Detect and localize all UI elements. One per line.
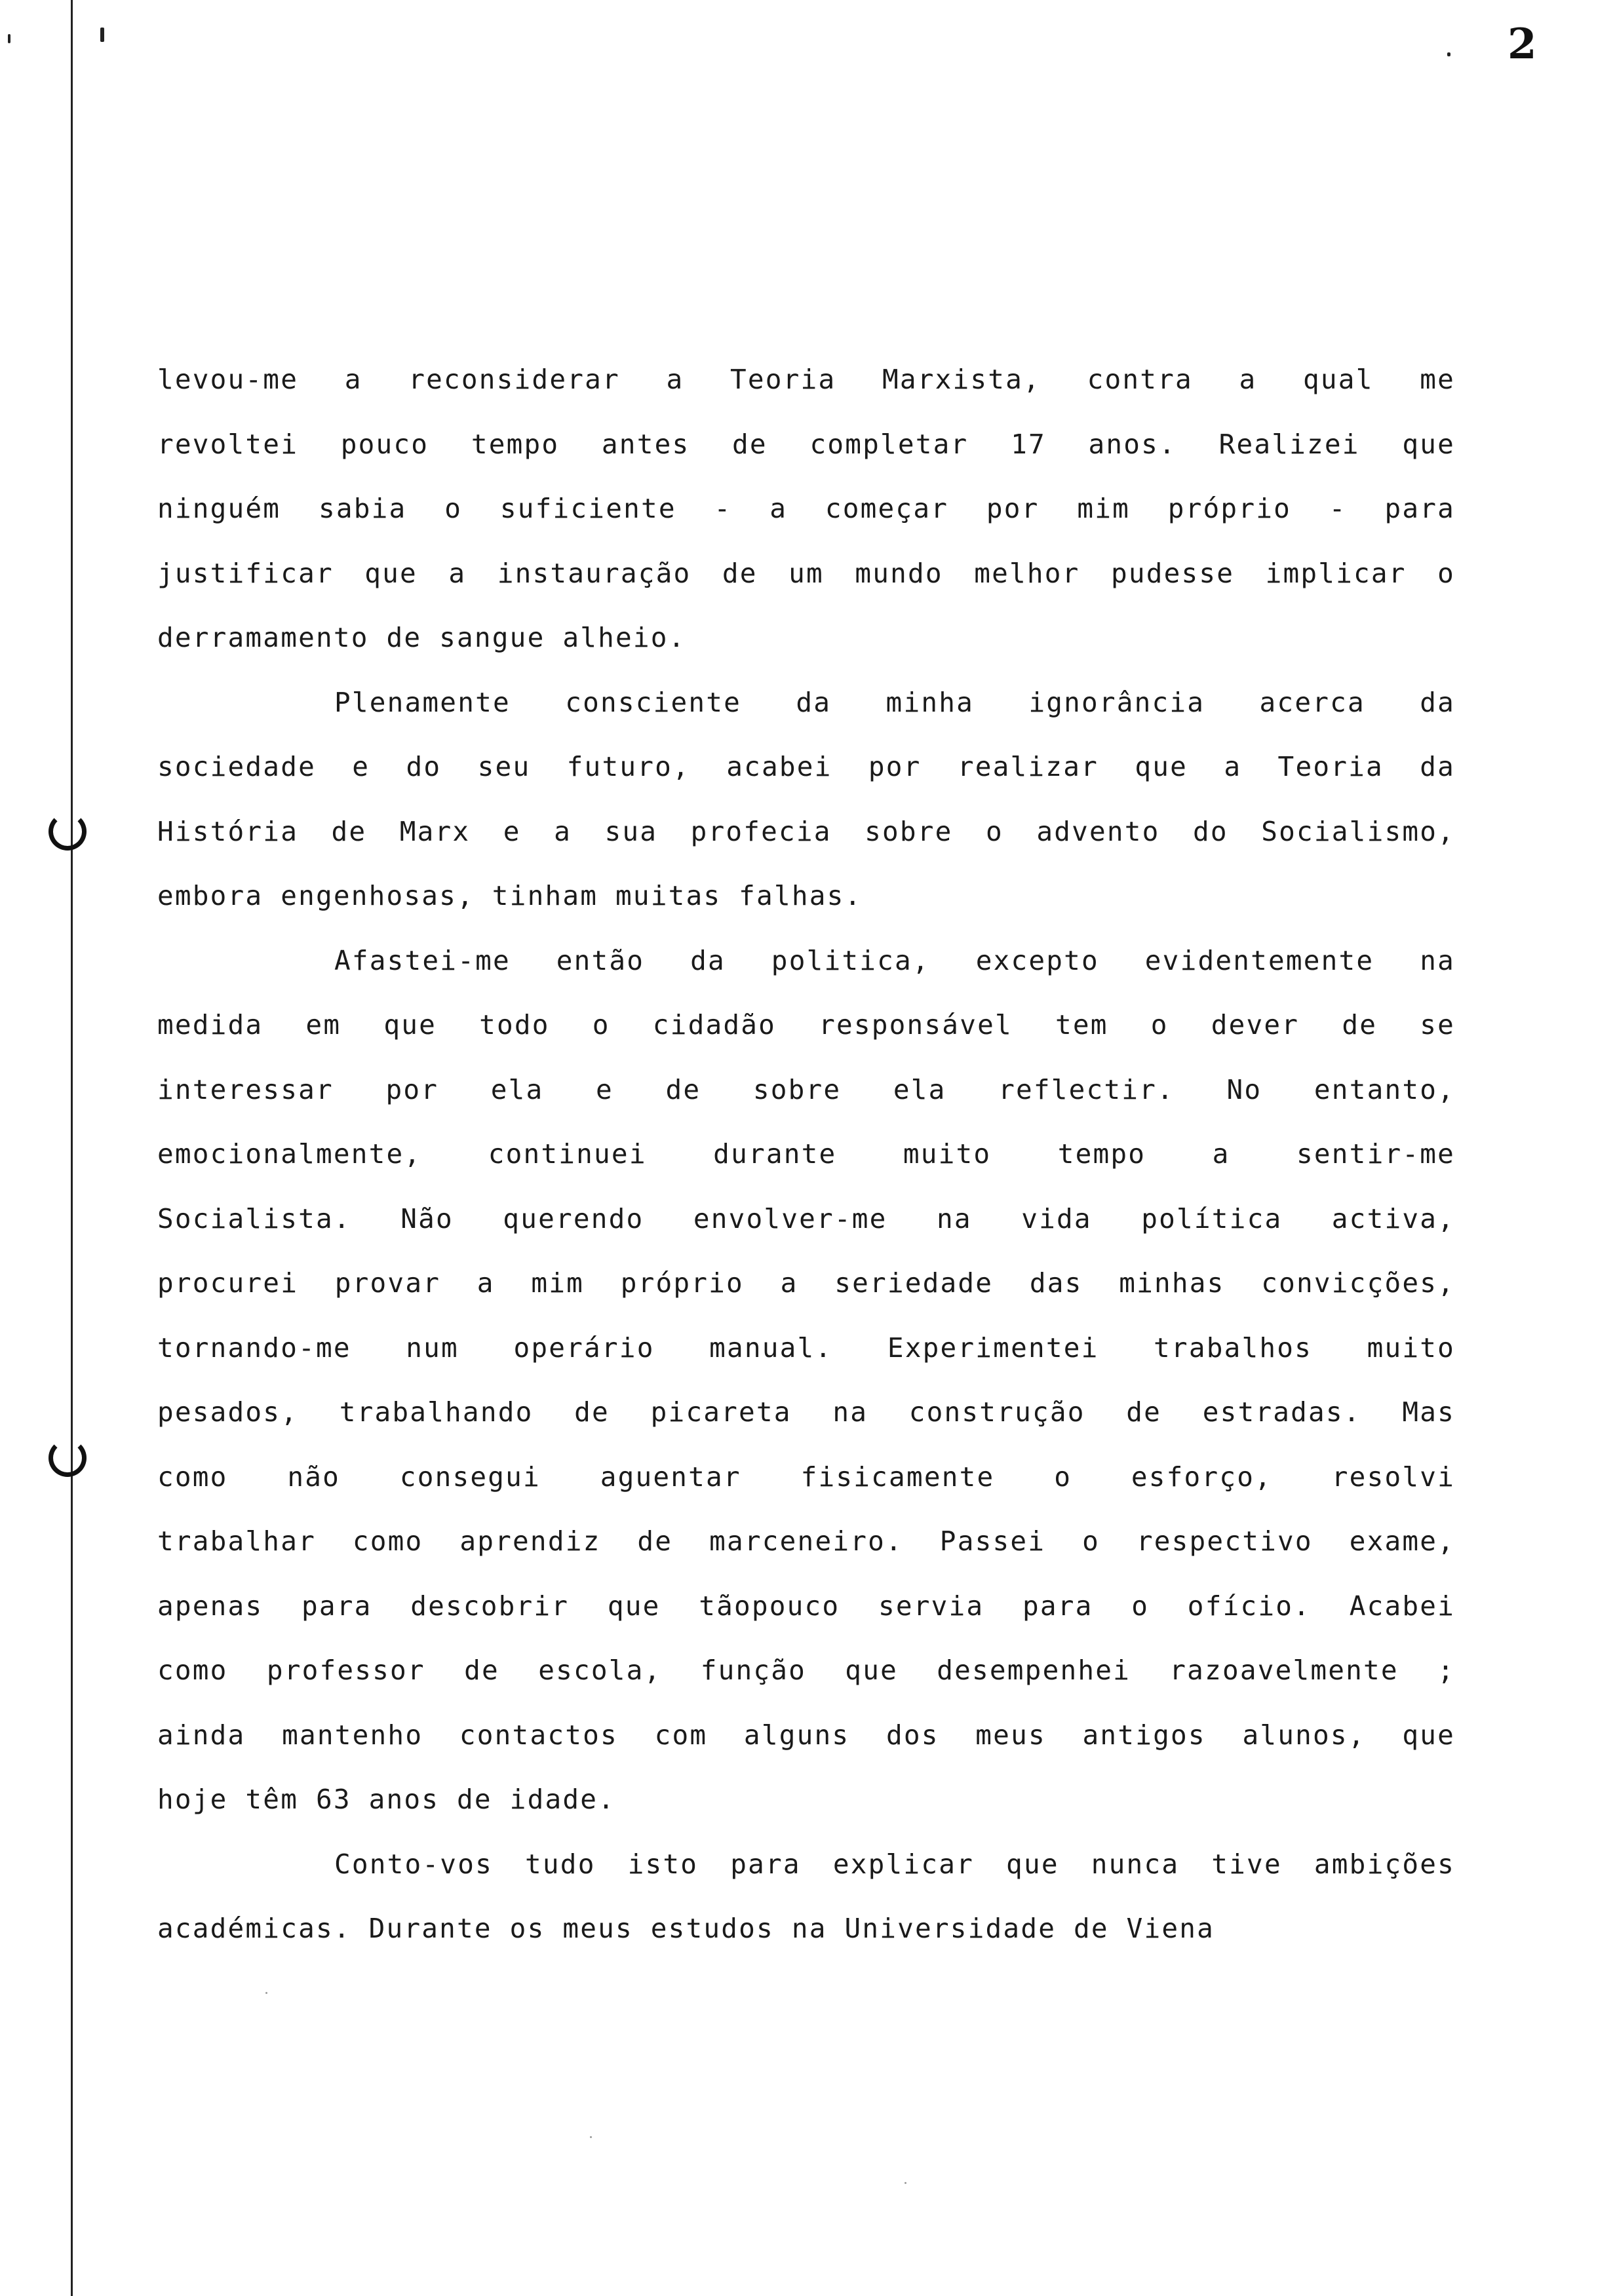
text-line: ainda mantenho contactos com alguns dos meus antigos alunos, que (157, 1719, 1455, 1751)
text-line: Plenamente consciente da minha ignorância acerca da (334, 686, 1455, 718)
text-line: Conto-vos tudo isto para explicar que nunca tive ambições (334, 1848, 1455, 1880)
text-line: hoje têm 63 anos de idade. (157, 1784, 615, 1815)
text-line: interessar por ela e de sobre ela reflectir. No entanto, (157, 1073, 1455, 1105)
text-line: como não consegui aguentar fisicamente o esforço, resolvi (157, 1461, 1455, 1493)
text-line: pesados, trabalhando de picareta na construção de estradas. Mas (157, 1396, 1455, 1428)
paragraph (157, 347, 1455, 670)
text-line: Socialista. Não querendo envolver-me na vida política activa, (157, 1202, 1455, 1234)
text-line: tornando-me num operário manual. Experimentei trabalhos muito (157, 1331, 1455, 1364)
margin-mark (8, 34, 10, 43)
text-line: procurei provar a mim próprio a seriedade das minhas convicções, (157, 1267, 1455, 1299)
text-line: justificar que a instauração de um mundo melhor pudesse implicar o (157, 557, 1455, 589)
paragraph (157, 1832, 1455, 1961)
text-line: ninguém sabia o suficiente - a começar por mim próprio - para (157, 493, 1455, 524)
text-line: sociedade e do seu futuro, acabei por realizar que a Teoria da (157, 751, 1455, 782)
paragraph (157, 928, 1455, 1832)
page-number: 2 (1508, 20, 1537, 69)
text-line: como professor de escola, função que desempenhei razoavelmente ; (157, 1655, 1455, 1686)
text-line: embora engenhosas, tinham muitas falhas. (157, 880, 863, 911)
text-line: trabalhar como aprendiz de marceneiro. Passei o respectivo exame, (157, 1525, 1455, 1557)
margin-mark (1447, 52, 1450, 56)
text-line: Afastei-me então da politica, excepto evidentemente na (334, 944, 1455, 976)
text-line: emocionalmente, continuei durante muito tempo a sentir-me (157, 1138, 1455, 1170)
text-line: derramamento de sangue alheio. (157, 622, 686, 653)
left-margin-line (71, 0, 73, 2296)
paragraph (157, 670, 1455, 928)
text-line: História de Marx e a sua profecia sobre o advento do Socialismo, (157, 815, 1455, 847)
binding-hole-mark (49, 1439, 87, 1477)
body-text (157, 347, 1455, 1961)
text-line: apenas para descobrir que tãopouco servia para o ofício. Acabei (157, 1590, 1455, 1622)
text-line: levou-me a reconsiderar a Teoria Marxista, contra a qual me (157, 364, 1455, 395)
margin-mark (100, 28, 104, 42)
text-line: medida em que todo o cidadão responsável tem o dever de se (157, 1009, 1455, 1041)
binding-hole-mark (49, 813, 87, 851)
text-line: revoltei pouco tempo antes de completar 17 anos. Realizei que (157, 428, 1455, 460)
text-line: académicas. Durante os meus estudos na Universidade de Viena (157, 1913, 1215, 1944)
